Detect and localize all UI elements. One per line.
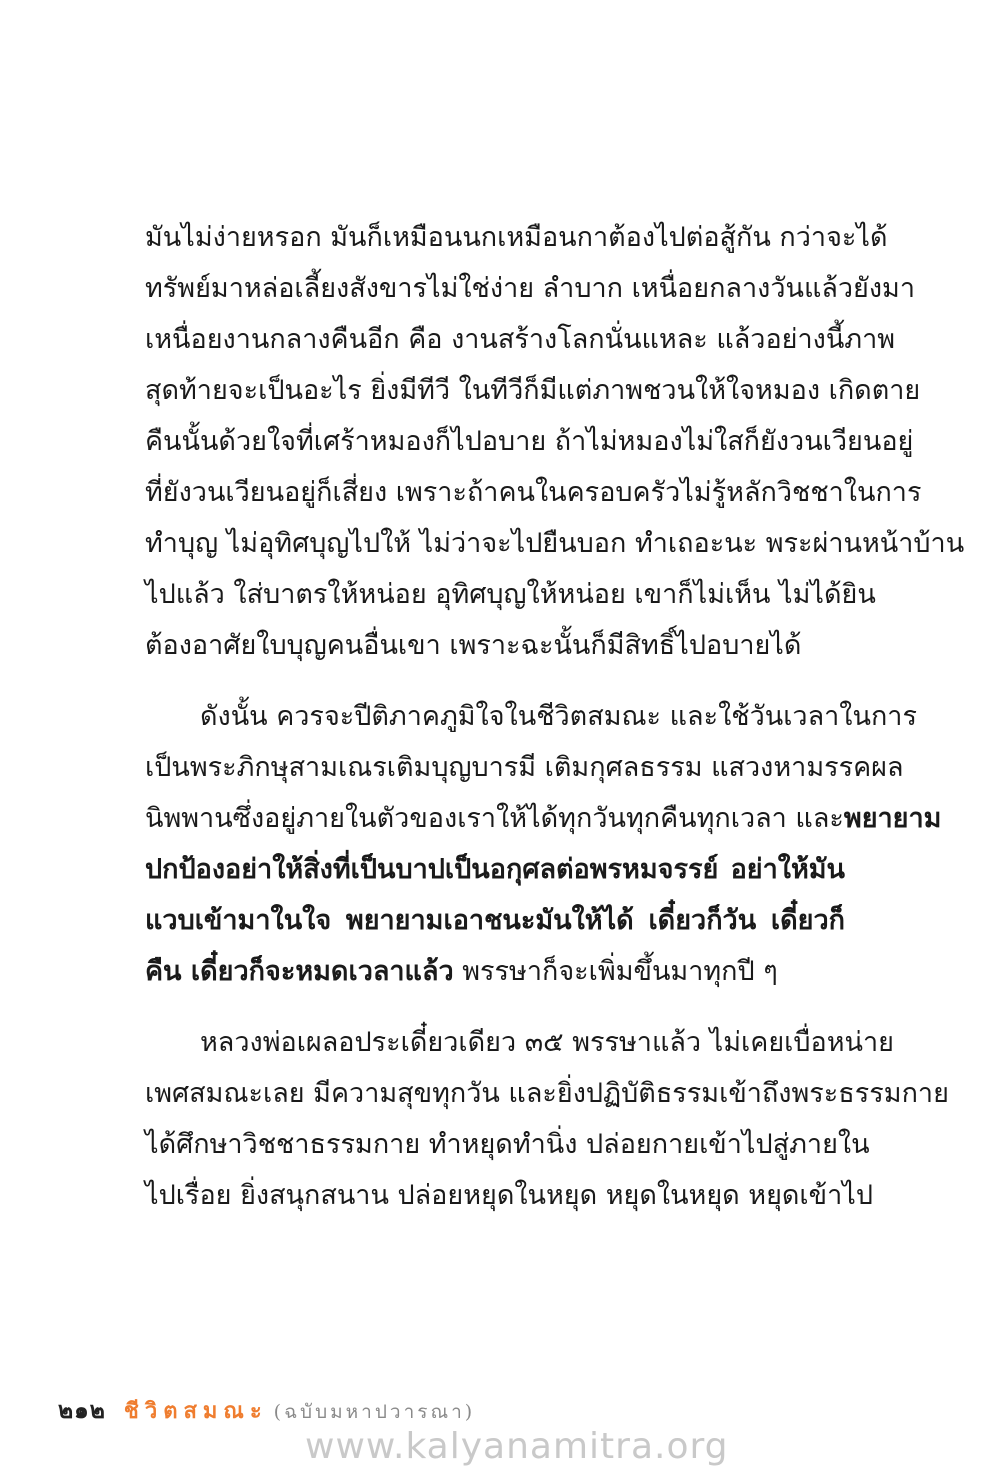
watermark-url: www.kalyanamitra.org xyxy=(305,1426,729,1467)
text-line xyxy=(145,569,876,620)
text-segment: ที่ยังวนเวียนอยู่ก็เสี่ยง เพราะถ้าคนในครอบครัวไม่รู้หลักวิชชาในการ xyxy=(145,477,922,508)
book-edition: (ฉบับมหาปวารณา) xyxy=(273,1401,476,1423)
text-line xyxy=(145,518,965,569)
text-line xyxy=(145,1017,894,1068)
text-segment: พรรษาก็จะเพิ่มขึ้นมาทุกปี ๆ xyxy=(453,956,778,987)
text-segment: ได้ศึกษาวิชชาธรรมกาย ทำหยุดทำนิ่ง ปล่อยกายเข้าไปสู่ภายใน xyxy=(145,1129,870,1160)
text-segment: เหนื่อยงานกลางคืนอีก คือ งานสร้างโลกนั่นแหละ แล้วอย่างนี้ภาพ xyxy=(145,324,896,355)
paragraph-1 xyxy=(145,212,965,671)
bold-text-segment: พยายาม xyxy=(843,803,942,834)
text-segment: มันไม่ง่ายหรอก มันก็เหมือนนกเหมือนกาต้องไปต่อสู้กัน กว่าจะได้ xyxy=(145,222,888,253)
text-line xyxy=(145,691,917,742)
bold-text-segment: แวบเข้ามาในใจ พยายามเอาชนะมันให้ได้ เดี๋ยวก็วัน เดี๋ยวก็ xyxy=(145,905,845,936)
bold-text-segment: ปกป้องอย่าให้สิ่งที่เป็นบาปเป็นอกุศลต่อพรหมจรรย์ อย่าให้มัน xyxy=(145,854,845,885)
text-segment: ทรัพย์มาหล่อเลี้ยงสังขารไม่ใช่ง่าย ลำบาก เหนื่อยกลางวันแล้วยังมา xyxy=(145,273,916,304)
page-footer xyxy=(58,1393,475,1429)
text-line xyxy=(145,895,845,946)
text-line xyxy=(145,212,888,263)
text-line xyxy=(145,793,942,844)
text-segment: คืนนั้นด้วยใจที่เศร้าหมองก็ไปอบาย ถ้าไม่หมองไม่ใสก็ยังวนเวียนอยู่ xyxy=(145,426,914,457)
text-line xyxy=(145,263,916,314)
text-line xyxy=(145,365,921,416)
text-segment: ดังนั้น ควรจะปีติภาคภูมิใจในชีวิตสมณะ และใช้วันเวลาในการ xyxy=(200,701,917,732)
text-segment: เพศสมณะเลย มีความสุขทุกวัน และยิ่งปฏิบัติธรรมเข้าถึงพระธรรมกาย xyxy=(145,1078,949,1109)
text-line xyxy=(145,467,922,518)
book-title: ชีวิตสมณะ xyxy=(123,1399,268,1424)
paragraph-3 xyxy=(145,1017,949,1221)
text-line xyxy=(145,742,904,793)
text-segment: นิพพานซึ่งอยู่ภายในตัวของเราให้ได้ทุกวันทุกคืนทุกเวลา และ xyxy=(145,803,844,834)
paragraph-2 xyxy=(145,691,942,997)
text-segment: เป็นพระภิกษุสามเณรเติมบุญบารมี เติมกุศลธรรม แสวงหามรรคผล xyxy=(145,752,904,783)
page-body xyxy=(145,212,965,1241)
text-line xyxy=(145,416,914,467)
text-line xyxy=(145,1068,949,1119)
text-line xyxy=(145,314,896,365)
page-number: ๒๑๒ xyxy=(58,1397,106,1424)
text-line xyxy=(145,844,845,895)
text-segment: สุดท้ายจะเป็นอะไร ยิ่งมีทีวี ในทีวีก็มีแต่ภาพชวนให้ใจหมอง เกิดตาย xyxy=(145,375,921,406)
text-line xyxy=(145,1119,870,1170)
text-segment: หลวงพ่อเผลอประเดี๋ยวเดียว ๓๕ พรรษาแล้ว ไม่เคยเบื่อหน่าย xyxy=(200,1027,894,1058)
text-segment: ไปเรื่อย ยิ่งสนุกสนาน ปล่อยหยุดในหยุด หยุดในหยุด หยุดเข้าไป xyxy=(145,1180,873,1211)
text-line xyxy=(145,1170,873,1221)
text-line xyxy=(145,620,845,671)
text-segment: ไปแล้ว ใส่บาตรให้หน่อย อุทิศบุญให้หน่อย เขาก็ไม่เห็น ไม่ได้ยิน xyxy=(145,579,876,610)
text-segment: ทำบุญ ไม่อุทิศบุญไปให้ ไม่ว่าจะไปยืนบอก ทำเถอะนะ พระผ่านหน้าบ้าน xyxy=(145,528,965,559)
bold-text-segment: คืน เดี๋ยวก็จะหมดเวลาแล้ว xyxy=(145,956,454,987)
text-segment: ต้องอาศัยใบบุญคนอื่นเขา เพราะฉะนั้นก็มีสิทธิ์ไปอบายได้ xyxy=(145,630,802,661)
text-line xyxy=(145,946,845,997)
